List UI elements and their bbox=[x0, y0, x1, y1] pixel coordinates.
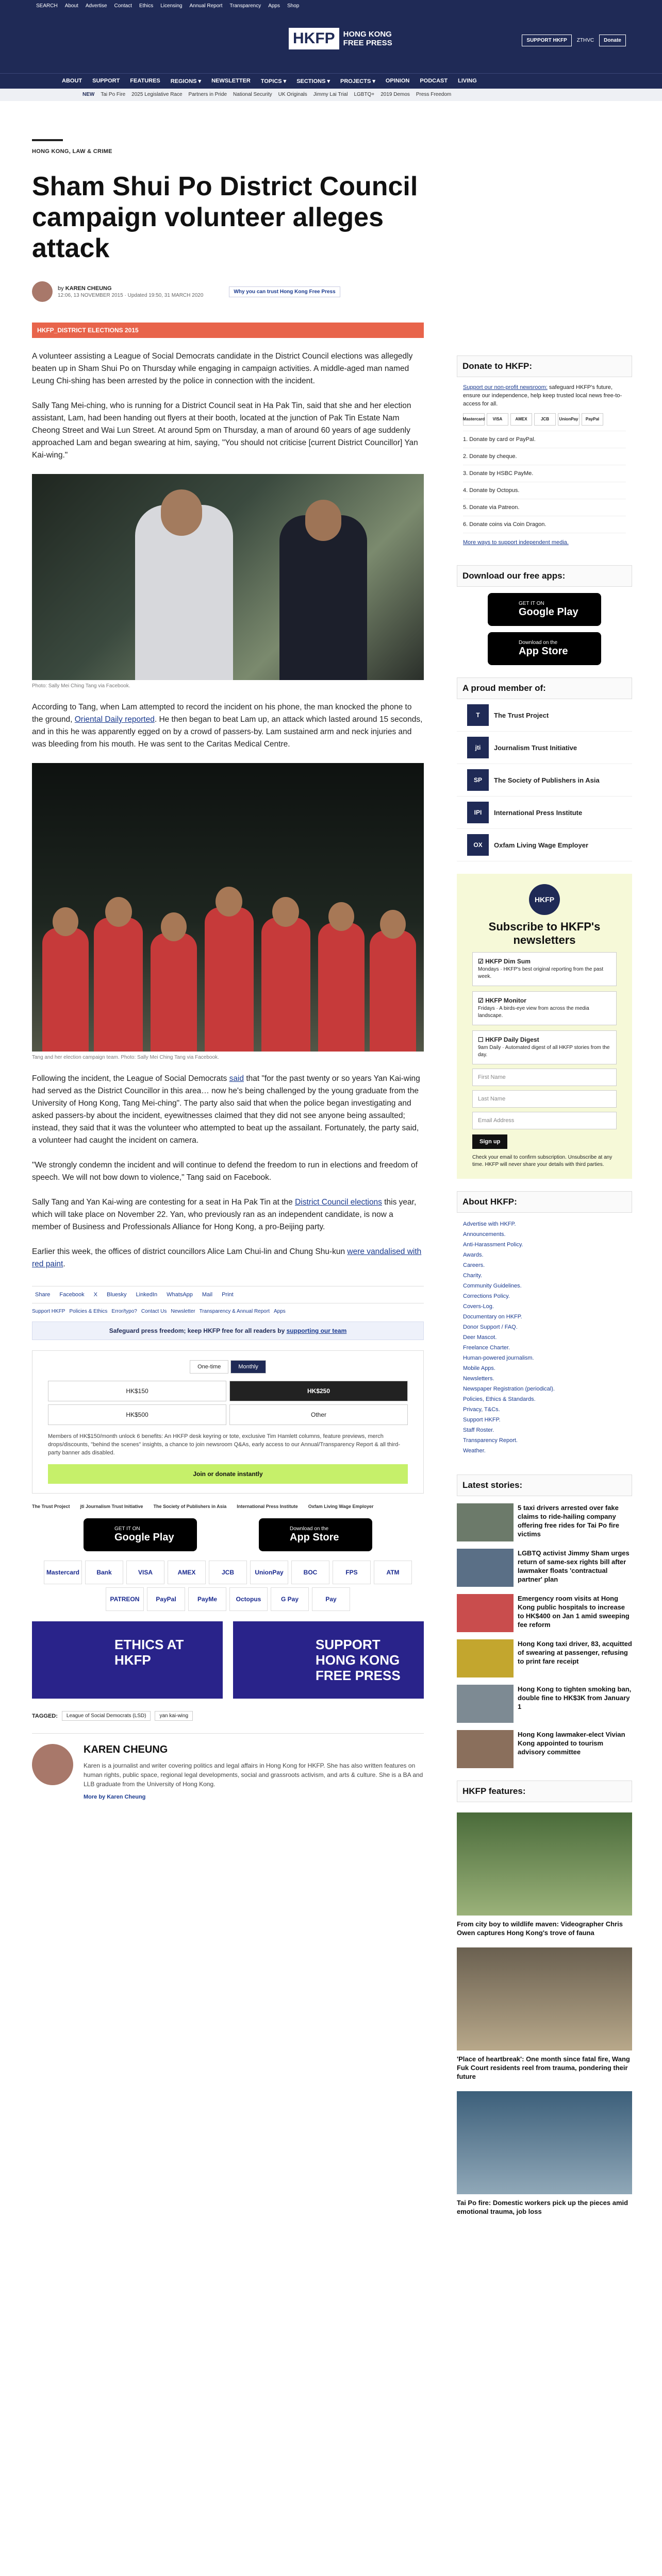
logo-mark: HKFP bbox=[289, 28, 339, 49]
sidebar bbox=[457, 355, 632, 2216]
author-box bbox=[32, 1733, 424, 1800]
payment-logo: PATREON bbox=[106, 1587, 144, 1611]
about-link[interactable]: Mobile Apps. bbox=[463, 1365, 495, 1371]
trending-item[interactable]: Jimmy Lai Trial bbox=[313, 92, 348, 97]
tag-link[interactable]: League of Social Democrats (LSD) bbox=[62, 1711, 151, 1721]
ipi-icon: IPI bbox=[467, 802, 489, 823]
author-box-name[interactable]: KAREN CHEUNG bbox=[84, 1744, 168, 1755]
footer-link[interactable]: Apps bbox=[273, 1309, 286, 1314]
photo-caption: Photo: Sally Mei Ching Tang via Facebook. bbox=[32, 683, 130, 689]
trust-badge[interactable]: Why you can trust Hong Kong Free Press bbox=[229, 286, 340, 297]
paragraph: Earlier this week, the offices of district councillors Alice Lam Chui-lin and Chung Shu-kun were vandalised with red paint. bbox=[32, 1247, 422, 1268]
nav-support[interactable]: SUPPORT bbox=[92, 78, 120, 84]
photo-figure bbox=[161, 489, 202, 536]
trust-project-icon: T bbox=[467, 704, 489, 726]
member-org[interactable]: OX Oxfam Living Wage Employer bbox=[457, 829, 632, 861]
topbar-link-search[interactable]: SEARCH bbox=[36, 3, 58, 9]
promo-banners bbox=[32, 1621, 424, 1699]
partner-logo[interactable]: International Press Institute bbox=[237, 1504, 298, 1509]
about-link[interactable]: Awards. bbox=[463, 1252, 484, 1258]
member-org[interactable]: IPI International Press Institute bbox=[457, 796, 632, 829]
by-prefix: by bbox=[58, 285, 64, 292]
sidebar-member-heading: A proud member of: bbox=[457, 677, 632, 699]
payment-logo: PayPal bbox=[147, 1587, 185, 1611]
about-link[interactable]: Policies, Ethics & Standards. bbox=[463, 1396, 536, 1402]
topbar-link-contact[interactable]: Contact bbox=[114, 3, 132, 9]
author-name[interactable]: KAREN CHEUNG bbox=[65, 285, 112, 292]
donate-method[interactable]: 1. Donate by card or PayPal. bbox=[463, 431, 626, 448]
support-newsroom-link[interactable]: Support our non-profit newsroom: bbox=[463, 384, 548, 391]
trending-item[interactable]: 2019 Demos bbox=[380, 92, 410, 97]
nav-regions[interactable]: REGIONS ▾ bbox=[170, 78, 202, 84]
support-team-link[interactable]: supporting our team bbox=[286, 1327, 347, 1334]
card-logo: AMEX bbox=[510, 413, 532, 426]
card-logo: JCB bbox=[534, 413, 556, 426]
jti-icon: jti bbox=[467, 737, 489, 758]
photo-figure bbox=[42, 928, 89, 1052]
sidebar-apps-heading: Download our free apps: bbox=[457, 565, 632, 587]
partner-logo[interactable]: Oxfam Living Wage Employer bbox=[308, 1504, 374, 1509]
tab-one-time[interactable]: One-time bbox=[190, 1360, 228, 1374]
about-link[interactable]: Newsletters. bbox=[463, 1376, 494, 1382]
about-link[interactable]: Weather. bbox=[463, 1448, 486, 1454]
partner-logos bbox=[32, 1504, 424, 1509]
photo-figure bbox=[53, 907, 78, 936]
sidebar-google-play-button[interactable]: GET IT ON Google Play bbox=[488, 593, 601, 626]
newsletter-option[interactable]: ☑ HKFP Monitor Fridays · A birds-eye view from across the media landscape. bbox=[472, 991, 617, 1025]
share-label: Share bbox=[35, 1292, 51, 1298]
about-link[interactable]: Support HKFP. bbox=[463, 1417, 501, 1423]
feature-image bbox=[457, 1812, 632, 1916]
feature-story[interactable]: From city boy to wildlife maven: Videographer Chris Owen captures Hong Kong's trove of fauna bbox=[457, 1812, 632, 1937]
story-thumbnail bbox=[457, 1730, 514, 1768]
about-link[interactable]: Documentary on HKFP. bbox=[463, 1314, 522, 1320]
payment-logo: BOC bbox=[291, 1561, 329, 1584]
about-link[interactable]: Staff Roster. bbox=[463, 1427, 494, 1433]
masthead bbox=[0, 12, 662, 73]
email-input[interactable]: Email Address bbox=[472, 1112, 617, 1129]
payment-logo: AMEX bbox=[168, 1561, 206, 1584]
member-benefits-note: Members of HK$150/month unlock 6 benefits: An HKFP desk keyring or tote, exclusive Tim Hamlett columns, feature previews, merch drops/discounts, "behind the scenes" insights, a chance to join newsroom Q&As, early access to our Annual/Transparency Report & all third-party banner ads disabled. bbox=[48, 1433, 401, 1456]
paragraph: Following the incident, the League of Social Democrats said that "for the past twenty or so years Yan Kai-wing had served as the District Councillor in this area… now he's being challenged by the young graduate from the University of Hong Kong, Tang Mei-ching". The party also said that when the police began investigating and asked passers-by about the incident, eyewitnesses claimed that they did not see anyone being assaulted; instead, they said that it was the volunteer who attempted to beat up the assailant. Fortunately, the party said, a volunteer had caught the incident on camera. bbox=[32, 1074, 420, 1145]
sidebar-about-heading: About HKFP: bbox=[457, 1191, 632, 1213]
payment-logo: G Pay bbox=[271, 1587, 309, 1611]
card-logo: PayPal bbox=[582, 413, 603, 426]
donate-method[interactable]: 4. Donate by Octopus. bbox=[463, 482, 626, 499]
donate-method[interactable]: 5. Donate via Patreon. bbox=[463, 499, 626, 516]
topbar-link-shop[interactable]: Shop bbox=[287, 3, 300, 9]
share-x[interactable]: X bbox=[93, 1292, 98, 1298]
member-org[interactable]: SP The Society of Publishers in Asia bbox=[457, 764, 632, 796]
latest-story[interactable]: Hong Kong lawmaker-elect Vivian Kong appointed to tourism advisory committee bbox=[457, 1730, 632, 1768]
share-facebook[interactable]: Facebook bbox=[59, 1292, 85, 1298]
feature-story[interactable]: 'Place of heartbreak': One month since fatal fire, Wang Fuk Court residents reel from trauma, pondering their future bbox=[457, 1947, 632, 2081]
photo-figure bbox=[272, 897, 299, 927]
photo-figure bbox=[94, 918, 143, 1052]
photo-figure bbox=[105, 897, 132, 927]
trending-item[interactable]: LGBTQ+ bbox=[354, 92, 375, 97]
main-navigation bbox=[0, 73, 662, 89]
story-thumbnail bbox=[457, 1639, 514, 1677]
topbar-link-licensing[interactable]: Licensing bbox=[160, 3, 183, 9]
share-bluesky[interactable]: Bluesky bbox=[107, 1292, 127, 1298]
amount-option-selected[interactable]: HK$250 bbox=[229, 1381, 408, 1401]
about-link[interactable]: Announcements. bbox=[463, 1231, 506, 1238]
paragraph: "We strongly condemn the incident and will continue to defend the freedom to run in elections and freedom of speech. We will not bow down to violence," Tang said on Facebook. bbox=[32, 1161, 418, 1182]
photo-figure bbox=[380, 910, 406, 939]
story-thumbnail bbox=[457, 1594, 514, 1632]
nav-topics[interactable]: TOPICS ▾ bbox=[260, 78, 287, 84]
story-thumbnail bbox=[457, 1685, 514, 1723]
donate-methods-list bbox=[463, 431, 626, 533]
share-mail[interactable]: Mail bbox=[202, 1292, 213, 1298]
partner-logo[interactable]: jti Journalism Trust Initiative bbox=[80, 1504, 143, 1509]
donate-method[interactable]: 6. Donate coins via Coin Dragon. bbox=[463, 516, 626, 533]
card-logo: Mastercard bbox=[463, 413, 485, 426]
card-logo: UnionPay bbox=[558, 413, 580, 426]
footer-link[interactable]: Policies & Ethics bbox=[69, 1309, 108, 1314]
safeguard-banner: Safeguard press freedom; keep HKFP free for all readers by supporting our team bbox=[32, 1321, 424, 1340]
language-switch[interactable]: ZTHVC bbox=[576, 38, 594, 43]
about-list bbox=[457, 1213, 632, 1462]
photo-figure bbox=[328, 902, 354, 931]
article-category[interactable]: HONG KONG, LAW & CRIME bbox=[32, 148, 112, 155]
share-bar bbox=[32, 1286, 424, 1303]
story-thumbnail bbox=[457, 1549, 514, 1587]
trending-item[interactable]: Tai Po Fire bbox=[101, 92, 126, 97]
payment-methods bbox=[32, 1561, 424, 1611]
author-avatar bbox=[32, 1744, 73, 1785]
member-org[interactable]: T The Trust Project bbox=[457, 699, 632, 732]
author-avatar bbox=[32, 281, 53, 302]
about-link[interactable]: Privacy, T&Cs. bbox=[463, 1406, 500, 1413]
trending-item[interactable]: National Security bbox=[233, 92, 272, 97]
trending-new-label: NEW bbox=[82, 92, 95, 97]
photo-figure bbox=[370, 930, 416, 1052]
trending-item[interactable]: Partners in Pride bbox=[188, 92, 227, 97]
about-link[interactable]: Anti-Harassment Policy. bbox=[463, 1242, 523, 1248]
partner-logo[interactable]: The Society of Publishers in Asia bbox=[153, 1504, 227, 1509]
amount-option[interactable]: HK$500 bbox=[48, 1404, 226, 1425]
category-rule bbox=[32, 139, 63, 141]
sidebar-app-store-button[interactable]: Download on the App Store bbox=[488, 632, 601, 665]
promo-ethics[interactable]: ETHICS AT HKFP bbox=[32, 1621, 223, 1699]
tab-monthly[interactable]: Monthly bbox=[230, 1360, 266, 1374]
footer-link[interactable]: Newsletter bbox=[171, 1309, 195, 1314]
latest-story[interactable]: Hong Kong taxi driver, 83, acquitted of swearing at passenger, refusing to print fare receipt bbox=[457, 1639, 632, 1677]
payment-logo: Octopus bbox=[229, 1587, 268, 1611]
trending-bar bbox=[0, 89, 662, 101]
link-district-council-elections[interactable]: District Council elections bbox=[295, 1198, 382, 1207]
about-link[interactable]: Community Guidelines. bbox=[463, 1283, 522, 1289]
payment-logo: Bank bbox=[85, 1561, 123, 1584]
card-logos bbox=[463, 413, 626, 426]
amount-option-other[interactable]: Other bbox=[229, 1404, 408, 1425]
about-link[interactable]: Donor Support / FAQ. bbox=[463, 1324, 518, 1330]
about-link[interactable]: Human-powered journalism. bbox=[463, 1355, 534, 1361]
link-said[interactable]: said bbox=[229, 1074, 244, 1083]
latest-story[interactable]: LGBTQ activist Jimmy Sham urges return of same-sex rights bill after lawmaker floats 'contractual partner' plan bbox=[457, 1549, 632, 1587]
about-link[interactable]: Advertise with HKFP. bbox=[463, 1221, 516, 1227]
paragraph: Sally Tang and Yan Kai-wing are contesting for a seat in Ha Pak Tin at the District Council elections this year, which will take place on November 22. Yan, who previously ran as an independent candidate, is now a member of Business and Professionals Alliance for Hong Kong, a pro-Beijing party. bbox=[32, 1198, 417, 1231]
payment-logo: UnionPay bbox=[250, 1561, 288, 1584]
oxfam-icon: OX bbox=[467, 834, 489, 856]
byline bbox=[32, 281, 424, 302]
footer-link[interactable]: Contact Us bbox=[141, 1309, 167, 1314]
photo-figure bbox=[161, 912, 187, 941]
article-dates: 12:06, 13 NOVEMBER 2015 · Updated 19:50, 31 MARCH 2020 bbox=[58, 292, 204, 298]
photo-figure bbox=[318, 923, 365, 1052]
donation-widget bbox=[32, 1350, 424, 1494]
payment-logo: JCB bbox=[209, 1561, 247, 1584]
nav-newsletter[interactable]: NEWSLETTER bbox=[211, 78, 251, 84]
newsletter-option[interactable]: ☐ HKFP Daily Digest 9am Daily · Automated digest of all HKFP stories from the day. bbox=[472, 1030, 617, 1064]
photo-figure bbox=[305, 500, 341, 541]
payment-logo: PayMe bbox=[188, 1587, 226, 1611]
logo-text: HONG KONG FREE PRESS bbox=[343, 30, 392, 47]
photo-caption: Tang and her election campaign team. Photo: Sally Mei Ching Tang via Facebook. bbox=[32, 1055, 219, 1060]
article-photo-1 bbox=[32, 474, 424, 680]
trending-item[interactable]: Press Freedom bbox=[416, 92, 452, 97]
payment-logo: Pay bbox=[312, 1587, 350, 1611]
promo-support[interactable]: SUPPORT HONG KONG FREE PRESS bbox=[233, 1621, 424, 1699]
member-org[interactable]: jti Journalism Trust Initiative bbox=[457, 732, 632, 764]
about-link[interactable]: Newspaper Registration (periodical). bbox=[463, 1386, 555, 1392]
trending-item[interactable]: 2025 Legislative Race bbox=[131, 92, 183, 97]
payment-logo: ATM bbox=[374, 1561, 412, 1584]
article bbox=[32, 139, 424, 1800]
latest-story[interactable]: Hong Kong to tighten smoking ban, double fine to HK$3K from January 1 bbox=[457, 1685, 632, 1723]
photo-figure bbox=[205, 907, 254, 1052]
nav-podcast[interactable]: PODCAST bbox=[420, 78, 448, 84]
nav-about[interactable]: ABOUT bbox=[62, 78, 82, 84]
footer-link[interactable]: Error/typo? bbox=[111, 1309, 137, 1314]
photo-figure bbox=[261, 918, 310, 1052]
newsletter-note: Check your email to confirm subscription. Unsubscribe at any time. HKFP will never share your details with third parties. bbox=[472, 1155, 613, 1167]
about-link[interactable]: Transparency Report. bbox=[463, 1437, 518, 1444]
share-whatsapp[interactable]: WhatsApp bbox=[167, 1292, 193, 1298]
nav-opinion[interactable]: OPINION bbox=[385, 78, 410, 84]
article-footer-links bbox=[32, 1309, 424, 1314]
about-link[interactable]: Freelance Charter. bbox=[463, 1345, 510, 1351]
paragraph: Sally Tang Mei-ching, who is running for a District Council seat in Ha Pak Tin, said that she and her election assistant, Lam, had been handing out flyers at their booth, located at the junction of Pak Tin Estate Nam Cheong Street and Wai Lun Street. At around 5pm on Thursday, a man of around 60 years of age suddenly approached Lam and began swearing at him, saying, "You should not criticise [current District Councillor] Yan Kai-wing." bbox=[32, 401, 418, 460]
newsletter-option[interactable]: ☑ HKFP Dim Sum Mondays · HKFP's best original reporting from the past week. bbox=[472, 952, 617, 986]
about-link[interactable]: Charity. bbox=[463, 1273, 483, 1279]
sopa-icon: SP bbox=[467, 769, 489, 791]
story-thumbnail bbox=[457, 1503, 514, 1541]
site-logo[interactable] bbox=[289, 28, 392, 49]
link-vandalised[interactable]: were vandalised with red paint bbox=[32, 1247, 422, 1268]
nav-projects[interactable]: PROJECTS ▾ bbox=[340, 78, 375, 84]
photo-figure bbox=[151, 933, 197, 1052]
partner-logo[interactable]: The Trust Project bbox=[32, 1504, 70, 1509]
footer-link[interactable]: Support HKFP bbox=[32, 1309, 65, 1314]
topbar-link-ethics[interactable]: Ethics bbox=[139, 3, 154, 9]
payment-logo: VISA bbox=[126, 1561, 164, 1584]
donate-method[interactable]: 3. Donate by HSBC PayMe. bbox=[463, 465, 626, 482]
about-link[interactable]: Careers. bbox=[463, 1262, 485, 1268]
topbar-link-advertise[interactable]: Advertise bbox=[85, 3, 107, 9]
topbar-link-apps[interactable]: Apps bbox=[268, 3, 280, 9]
latest-story[interactable]: Emergency room visits at Hong Kong public hospitals to increase to HK$400 on Jan 1 amid sweeping fee reform bbox=[457, 1594, 632, 1632]
join-donate-button[interactable]: Join or donate instantly bbox=[48, 1464, 408, 1484]
sidebar-donate-body: Support our non-profit newsroom: safeguard HKFP's future, ensure our independence, help keep trusted local news free-to-access for all. Mastercard VISA AMEX JCB UnionPay PayPal 1. Donate by card or PayPal. 2. Donate by cheque. 3. Donate by HSBC PayMe. 4. Donate by Octopus. 5. Donate via Patreon. 6. Donate coins via Coin Dragon. More ways to support independent media. bbox=[457, 377, 632, 553]
tags bbox=[32, 1711, 424, 1721]
about-link[interactable]: Deer Mascot. bbox=[463, 1334, 497, 1341]
feature-story[interactable]: Tai Po fire: Domestic workers pick up the pieces amid emotional trauma, job loss bbox=[457, 2091, 632, 2216]
payment-logo: FPS bbox=[333, 1561, 371, 1584]
footer-link[interactable]: Transparency & Annual Report bbox=[199, 1309, 270, 1314]
payment-logo: Mastercard bbox=[44, 1561, 82, 1584]
google-play-button[interactable]: GET IT ON Google Play bbox=[84, 1518, 197, 1551]
tag-link[interactable]: yan kai-wing bbox=[155, 1711, 193, 1721]
article-photo-2 bbox=[32, 763, 424, 1052]
topbar-link-annual-report[interactable]: Annual Report bbox=[189, 3, 223, 9]
amount-option[interactable]: HK$150 bbox=[48, 1381, 226, 1401]
app-download-buttons bbox=[32, 1518, 424, 1551]
more-by-author-link[interactable]: More by Karen Cheung bbox=[84, 1794, 146, 1800]
app-store-button[interactable]: Download on the App Store bbox=[259, 1518, 372, 1551]
newsletter-signup bbox=[457, 874, 632, 1179]
last-name-input[interactable]: Last Name bbox=[472, 1090, 617, 1108]
signup-button[interactable]: Sign up bbox=[472, 1134, 507, 1149]
nav-sections[interactable]: SECTIONS ▾ bbox=[296, 78, 330, 84]
donate-method[interactable]: 2. Donate by cheque. bbox=[463, 448, 626, 465]
card-logo: VISA bbox=[487, 413, 508, 426]
sidebar-features-heading: HKFP features: bbox=[457, 1781, 632, 1802]
election-banner[interactable]: HKFP_DISTRICT ELECTIONS 2015 bbox=[32, 323, 424, 338]
author-bio: Karen is a journalist and writer covering politics and legal affairs in Hong Kong for HKFP. She has also written features on human rights, public space, regional legal developments, social and grassroots activism, and arts & culture. She is a BA and LLB graduate from the University of Hong Kong. bbox=[84, 1762, 423, 1788]
nav-living[interactable]: LIVING bbox=[458, 78, 477, 84]
feature-image bbox=[457, 1947, 632, 2050]
article-title: Sham Shui Po District Council campaign volunteer alleges attack bbox=[32, 172, 418, 263]
sidebar-donate-heading: Donate to HKFP: bbox=[457, 355, 632, 377]
newsletter-title: Subscribe to HKFP's newsletters bbox=[488, 920, 601, 946]
about-link[interactable]: Covers-Log. bbox=[463, 1303, 494, 1310]
trending-item[interactable]: UK Originals bbox=[278, 92, 307, 97]
sidebar-latest-heading: Latest stories: bbox=[457, 1475, 632, 1496]
first-name-input[interactable]: First Name bbox=[472, 1069, 617, 1086]
tagged-label: TAGGED: bbox=[32, 1713, 58, 1719]
paragraph: According to Tang, when Lam attempted to record the incident on his phone, the man knocked the phone to the ground, Oriental Daily reported. He then began to beat Lam up, an attack which lasted around 15 seconds, and in this he was apparently egged on by a crowd of passers-by. Lam sustained arm and neck injuries and was bleeding from his mouth. He was sent to the Caritas Medical Centre. bbox=[32, 703, 423, 749]
support-hkfp-button[interactable]: SUPPORT HKFP bbox=[522, 35, 571, 46]
top-utility-bar bbox=[0, 0, 662, 12]
about-link[interactable]: Corrections Policy. bbox=[463, 1293, 510, 1299]
more-ways-link[interactable]: More ways to support independent media. bbox=[463, 539, 569, 546]
nav-features[interactable]: FEATURES bbox=[130, 78, 160, 84]
topbar-link-transparency[interactable]: Transparency bbox=[229, 3, 261, 9]
share-linkedin[interactable]: LinkedIn bbox=[136, 1292, 158, 1298]
donate-button[interactable]: Donate bbox=[599, 35, 626, 46]
photo-figure bbox=[216, 887, 242, 917]
feature-image bbox=[457, 2091, 632, 2194]
paragraph: A volunteer assisting a League of Social Democrats candidate in the District Council elections was allegedly beaten up in Sham Shui Po on Thursday while engaging in campaign activities. A middle-aged man named Leung Chi-shing has been arrested by the police in connection with the incident. bbox=[32, 352, 413, 385]
topbar-link-about[interactable]: About bbox=[64, 3, 78, 9]
link-oriental-daily[interactable]: Oriental Daily reported bbox=[74, 715, 155, 724]
hkfp-logo-icon: HKFP bbox=[529, 884, 560, 915]
latest-story[interactable]: 5 taxi drivers arrested over fake claims to ride-hailing company offering free rides for Tai Po fire victims bbox=[457, 1503, 632, 1541]
share-print[interactable]: Print bbox=[222, 1292, 234, 1298]
